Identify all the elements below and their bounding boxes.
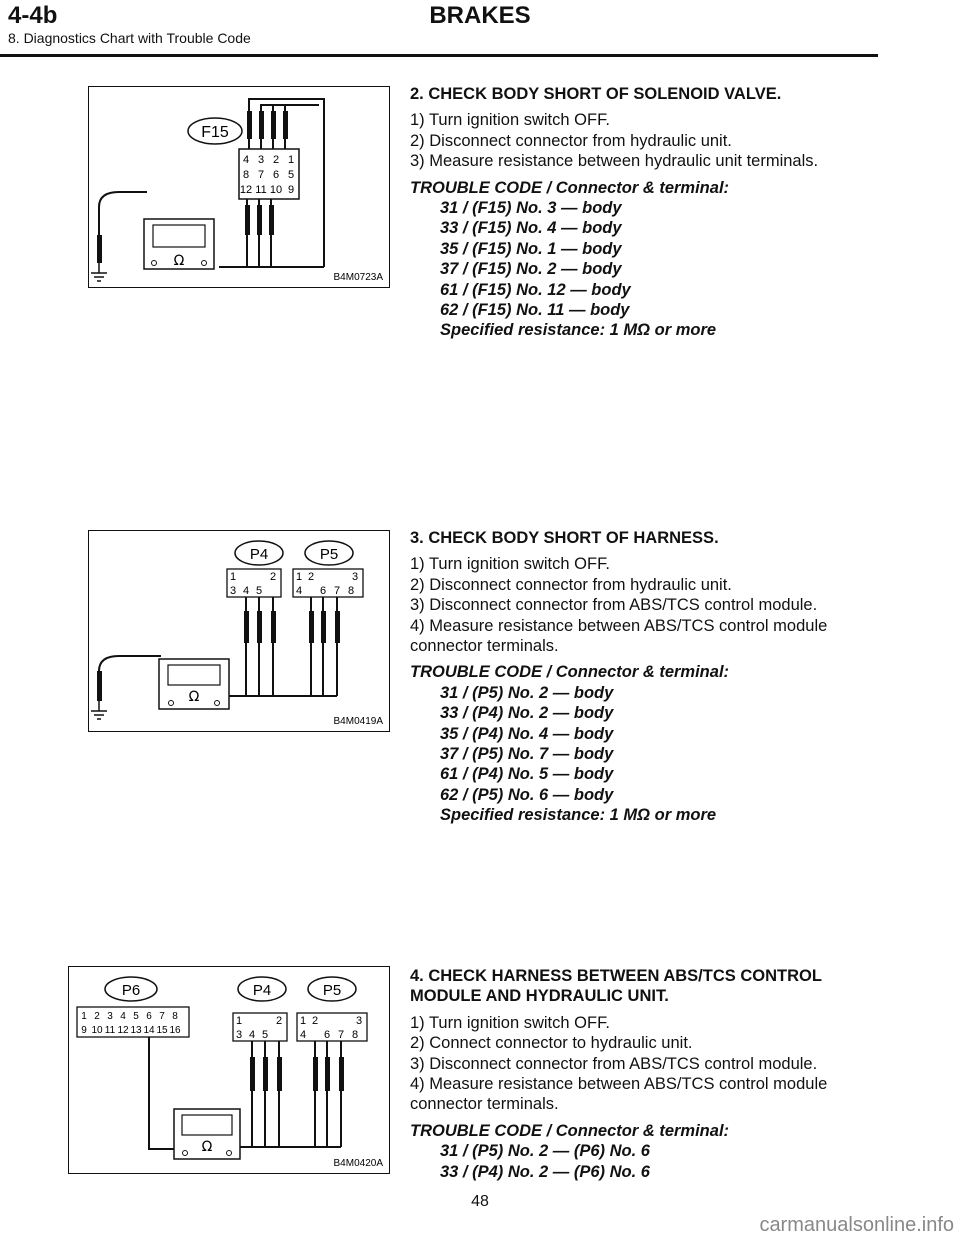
pin-label: 6 [319, 585, 327, 597]
trouble-code-item: 61 / (P4) No. 5 — body [440, 765, 614, 784]
pin-label: 7 [257, 169, 265, 181]
pin-label: 4 [242, 585, 250, 597]
pin-label: 4 [248, 1029, 256, 1041]
wiring-diagram-f15 [89, 87, 389, 287]
figure-code: B4M0419A [333, 716, 383, 727]
step-line: 3) Disconnect connector from ABS/TCS control module. [410, 596, 818, 615]
pin-label: 3 [229, 585, 237, 597]
pin-label: 10 [269, 184, 283, 196]
trouble-code-item: 37 / (F15) No. 2 — body [440, 260, 622, 279]
pin-label: 5 [261, 1029, 269, 1041]
step-line: 3) Measure resistance between hydraulic unit terminals. [410, 152, 819, 171]
figure-code: B4M0723A [333, 272, 383, 283]
pin-label: 9 [81, 1025, 87, 1036]
pin-label: 2 [94, 1011, 100, 1022]
pin-label: 2 [275, 1015, 283, 1027]
figure-harness-continuity [68, 966, 390, 1174]
trouble-code-item: 33 / (P4) No. 2 — (P6) No. 6 [440, 1162, 650, 1181]
pin-label: 7 [159, 1011, 165, 1022]
wiring-diagram-p6-p4-p5 [69, 967, 389, 1173]
pin-label: 1 [81, 1011, 87, 1022]
trouble-code-item: 33 / (F15) No. 4 — body [440, 219, 622, 238]
step-line: 1) Turn ignition switch OFF. [410, 1013, 610, 1032]
connector-label-f15: F15 [201, 124, 229, 141]
pin-label: 4 [120, 1011, 126, 1022]
ohm-icon: Ω [173, 253, 185, 269]
ohm-icon: Ω [188, 689, 200, 705]
figure-code: B4M0420A [333, 1158, 383, 1169]
pin-label: 2 [272, 154, 280, 166]
step-line: 4) Measure resistance between ABS/TCS control module connector terminals. [410, 616, 828, 656]
step-line: 2) Disconnect connector from hydraulic unit. [410, 575, 732, 594]
ohm-icon: Ω [201, 1139, 213, 1155]
pin-label: 1 [287, 154, 295, 166]
ground-icon [91, 701, 107, 719]
pin-label: 8 [242, 169, 250, 181]
step-title: 2. CHECK BODY SHORT OF SOLENOID VALVE. [410, 85, 782, 103]
trouble-code-item: 61 / (F15) No. 12 — body [440, 280, 631, 299]
step-2 [410, 84, 890, 341]
section-subtitle: 8. Diagnostics Chart with Trouble Code [8, 30, 251, 46]
pin-label: 15 [156, 1025, 168, 1036]
step-line: 1) Turn ignition switch OFF. [410, 555, 610, 574]
pin-label: 1 [299, 1015, 307, 1027]
pin-label: 3 [351, 571, 359, 583]
pin-label: 6 [146, 1011, 152, 1022]
connector-label-p4: P4 [252, 982, 272, 999]
pin-label: 1 [235, 1015, 243, 1027]
pin-label: 8 [347, 585, 355, 597]
section-number: 4-4b [8, 2, 58, 29]
wiring-diagram-p4-p5 [89, 531, 389, 731]
pin-label: 3 [107, 1011, 113, 1022]
page-title: BRAKES [429, 2, 531, 29]
pin-label: 11 [255, 184, 267, 196]
pin-label: 7 [337, 1029, 345, 1041]
pin-label: 4 [295, 585, 303, 597]
pin-label: 11 [104, 1025, 116, 1036]
pin-label: 8 [351, 1029, 359, 1041]
trouble-code-item: 62 / (P5) No. 6 — body [440, 785, 614, 804]
connector-label-p4: P4 [249, 546, 269, 563]
trouble-code-item: 31 / (P5) No. 2 — (P6) No. 6 [440, 1142, 650, 1161]
watermark: carmanualsonline.info [759, 1214, 954, 1236]
step-line: 2) Connect connector to hydraulic unit. [410, 1034, 693, 1053]
pin-label: 3 [355, 1015, 363, 1027]
pin-label: 12 [239, 184, 253, 196]
trouble-code-item: 33 / (P4) No. 2 — body [440, 704, 614, 723]
pin-label: 2 [307, 571, 315, 583]
pin-label: 12 [117, 1025, 129, 1036]
pin-label: 7 [333, 585, 341, 597]
pin-label: 14 [143, 1025, 155, 1036]
pin-label: 4 [299, 1029, 307, 1041]
pin-label: 3 [257, 154, 265, 166]
connector-label-p5: P5 [322, 982, 342, 999]
trouble-code-item: 35 / (F15) No. 1 — body [440, 239, 622, 258]
pin-label: 5 [255, 585, 263, 597]
trouble-code-item: 62 / (F15) No. 11 — body [440, 301, 630, 320]
trouble-code-item: 31 / (F15) No. 3 — body [440, 199, 622, 218]
pin-label: 16 [169, 1025, 181, 1036]
page-number: 48 [471, 1193, 489, 1210]
trouble-code-item: 35 / (P4) No. 4 — body [440, 724, 614, 743]
pin-label: 1 [229, 571, 237, 583]
step-3 [410, 528, 890, 826]
trouble-code-item: 37 / (P5) No. 7 — body [440, 745, 614, 764]
specified-resistance: Specified resistance: 1 MΩ or more [440, 321, 717, 340]
step-title: 4. CHECK HARNESS BETWEEN ABS/TCS CONTROL MODULE AND HYDRAULIC UNIT. [410, 967, 822, 1006]
trouble-code-heading: TROUBLE CODE / Connector & terminal: [410, 178, 730, 197]
pin-label: 9 [287, 184, 295, 196]
step-line: 1) Turn ignition switch OFF. [410, 111, 610, 130]
pin-label: 10 [91, 1025, 103, 1036]
trouble-code-item: 31 / (P5) No. 2 — body [440, 683, 614, 702]
pin-label: 2 [311, 1015, 319, 1027]
step-4 [410, 966, 890, 1182]
header-rule [0, 54, 878, 57]
pin-label: 2 [269, 571, 277, 583]
pin-label: 6 [323, 1029, 331, 1041]
pin-label: 3 [235, 1029, 243, 1041]
connector-label-p6: P6 [121, 982, 141, 999]
connector-label-p5: P5 [319, 546, 339, 563]
trouble-code-heading: TROUBLE CODE / Connector & terminal: [410, 1121, 730, 1140]
step-line: 3) Disconnect connector from ABS/TCS control module. [410, 1054, 818, 1073]
pin-label: 5 [133, 1011, 139, 1022]
pin-label: 13 [130, 1025, 142, 1036]
pin-label: 6 [272, 169, 280, 181]
trouble-code-heading: TROUBLE CODE / Connector & terminal: [410, 663, 730, 682]
pin-label: 1 [295, 571, 303, 583]
pin-label: 8 [172, 1011, 178, 1022]
ground-icon [91, 263, 107, 281]
step-title: 3. CHECK BODY SHORT OF HARNESS. [410, 529, 719, 547]
pin-label: 5 [287, 169, 295, 181]
specified-resistance: Specified resistance: 1 MΩ or more [440, 806, 717, 825]
pin-label: 4 [242, 154, 250, 166]
figure-solenoid-short [88, 86, 390, 288]
step-line: 2) Disconnect connector from hydraulic unit. [410, 131, 732, 150]
figure-harness-short [88, 530, 390, 732]
step-line: 4) Measure resistance between ABS/TCS control module connector terminals. [410, 1075, 828, 1114]
